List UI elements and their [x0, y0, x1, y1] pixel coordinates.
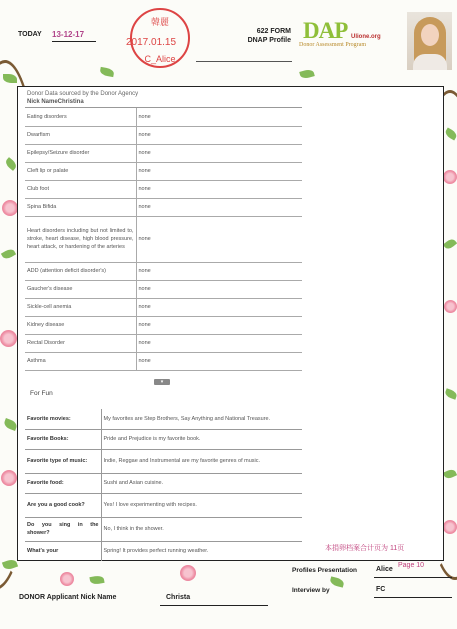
- condition-row: [25, 280, 302, 298]
- for-fun-answer: Yes! I love experimenting with recipes.: [101, 493, 302, 517]
- condition-row: [25, 198, 302, 216]
- for-fun-answer: No, I think in the shower.: [101, 517, 302, 541]
- for-fun-question: Favorite food:: [25, 473, 101, 493]
- flower-decoration: [60, 572, 74, 586]
- flower-decoration: [443, 170, 457, 184]
- stamp-top-text: 韓麗: [150, 17, 169, 27]
- condition-row: [25, 298, 302, 316]
- for-fun-row: [25, 493, 302, 517]
- flower-decoration: [444, 300, 457, 313]
- for-fun-row: [25, 409, 302, 429]
- stamp-date: 2017.01.15: [126, 37, 177, 48]
- condition-row: [25, 126, 302, 144]
- condition-value: none: [136, 126, 302, 144]
- for-fun-answer: Pride and Prejudice is my favorite book.: [101, 429, 302, 449]
- condition-value: none: [136, 216, 302, 262]
- for-fun-heading: For Fun: [30, 390, 53, 397]
- for-fun-question: Do you sing in the shower?: [25, 517, 101, 541]
- for-fun-panel: [25, 409, 302, 561]
- condition-row: [25, 352, 302, 370]
- condition-name: Kidney disease: [25, 316, 136, 334]
- condition-value: none: [136, 198, 302, 216]
- condition-name: Epilepsy/Seizure disorder: [25, 144, 136, 162]
- logo-domain: Ulione.org: [351, 34, 381, 40]
- condition-value: none: [136, 162, 302, 180]
- page-number: Page 10: [398, 562, 425, 569]
- today-label: TODAY: [18, 31, 42, 38]
- agency-nickname-line: Nick NameChristina: [27, 99, 84, 105]
- condition-value: none: [136, 280, 302, 298]
- for-fun-question: Favorite movies:: [25, 409, 101, 429]
- condition-value: none: [136, 316, 302, 334]
- leaf-decoration: [89, 575, 104, 585]
- condition-row: [25, 216, 302, 262]
- condition-name: Heart disorders including but not limited to, stroke, heart disease, high blood pressure, heart attack, or hardening of the arteries: [25, 216, 136, 262]
- condition-name: Cleft lip or palate: [25, 162, 136, 180]
- condition-name: Gaucher's disease: [25, 280, 136, 298]
- flower-decoration: [2, 200, 18, 216]
- for-fun-row: [25, 517, 302, 541]
- condition-name: Rectal Disorder: [25, 334, 136, 352]
- flower-decoration: [0, 330, 17, 347]
- for-fun-question: Are you a good cook?: [25, 493, 101, 517]
- flower-decoration: [1, 470, 17, 486]
- for-fun-row: [25, 473, 302, 493]
- for-fun-question: What's your: [25, 541, 101, 561]
- for-fun-answer: Sushi and Asian cuisine.: [101, 473, 302, 493]
- condition-name: Asthma: [25, 352, 136, 370]
- logo-subtitle: Donor Assessment Program: [299, 42, 366, 48]
- condition-row: [25, 334, 302, 352]
- today-date: 13-12-17: [52, 30, 85, 39]
- agency-source-line: Donor Data sourced by the Donor Agency: [27, 91, 139, 97]
- leaf-decoration: [329, 576, 345, 587]
- applicant-nickname-value: Christa: [166, 594, 191, 601]
- condition-name: Club foot: [25, 180, 136, 198]
- dap-logo: DAP: [303, 18, 348, 43]
- today-underline: [52, 41, 96, 42]
- condition-name: Dwarfism: [25, 126, 136, 144]
- total-pages-note: 本捐卵档案合计页为 11页: [325, 545, 405, 552]
- leaf-decoration: [99, 67, 114, 77]
- condition-value: none: [136, 298, 302, 316]
- scroll-more-indicator[interactable]: ▾: [154, 379, 170, 385]
- interview-by-value: FC: [376, 586, 386, 593]
- for-fun-row: [25, 449, 302, 473]
- agency-header: [25, 87, 302, 108]
- for-fun-row: [25, 429, 302, 449]
- condition-value: none: [136, 180, 302, 198]
- condition-value: none: [136, 144, 302, 162]
- leaf-decoration: [299, 68, 315, 79]
- date-stamp: [126, 8, 190, 68]
- condition-row: [25, 162, 302, 180]
- for-fun-question: Favorite type of music:: [25, 449, 101, 473]
- applicant-nickname-label: DONOR Applicant Nick Name: [19, 594, 117, 601]
- stamp-name: C_Alice: [144, 54, 176, 64]
- leaf-decoration: [3, 74, 17, 83]
- flower-decoration: [443, 520, 457, 534]
- condition-name: Spina Bifida: [25, 198, 136, 216]
- condition-row: [25, 316, 302, 334]
- condition-value: none: [136, 352, 302, 370]
- condition-row: [25, 180, 302, 198]
- presentation-underline: [374, 577, 452, 578]
- interview-underline: [374, 597, 452, 598]
- condition-name: Sickle-cell anemia: [25, 298, 136, 316]
- condition-value: none: [136, 334, 302, 352]
- conditions-table: [25, 108, 302, 371]
- for-fun-answer: Spring! It provides perfect running weather.: [103, 548, 209, 555]
- donor-photo: [407, 12, 452, 70]
- medical-history-panel: [25, 87, 302, 371]
- for-fun-row: [25, 541, 302, 561]
- condition-row: [25, 108, 302, 126]
- form-title: DNAP Profile: [247, 37, 291, 44]
- header-divider: [196, 61, 292, 62]
- for-fun-question: Favorite Books:: [25, 429, 101, 449]
- condition-name: ADD (attention deficit disorder's): [25, 262, 136, 280]
- profiles-presentation-label: Profiles Presentation: [292, 567, 358, 574]
- applicant-underline: [160, 605, 268, 606]
- condition-value: none: [136, 262, 302, 280]
- for-fun-answer: Indie, Reggae and Instrumental are my favorite genres of music.: [101, 449, 302, 473]
- condition-name: Eating disorders: [25, 108, 136, 126]
- flower-decoration: [180, 565, 196, 581]
- condition-row: [25, 144, 302, 162]
- form-number: 622 FORM: [256, 28, 291, 35]
- for-fun-answer: My favorites are Step Brothers, Say Anything and National Treasure.: [101, 409, 302, 429]
- for-fun-table: [25, 409, 302, 561]
- profile-frame: [17, 86, 444, 561]
- profiles-presentation-value: Alice: [376, 566, 393, 573]
- condition-row: [25, 262, 302, 280]
- interview-by-label: Interview by: [292, 587, 330, 594]
- condition-value: none: [136, 108, 302, 126]
